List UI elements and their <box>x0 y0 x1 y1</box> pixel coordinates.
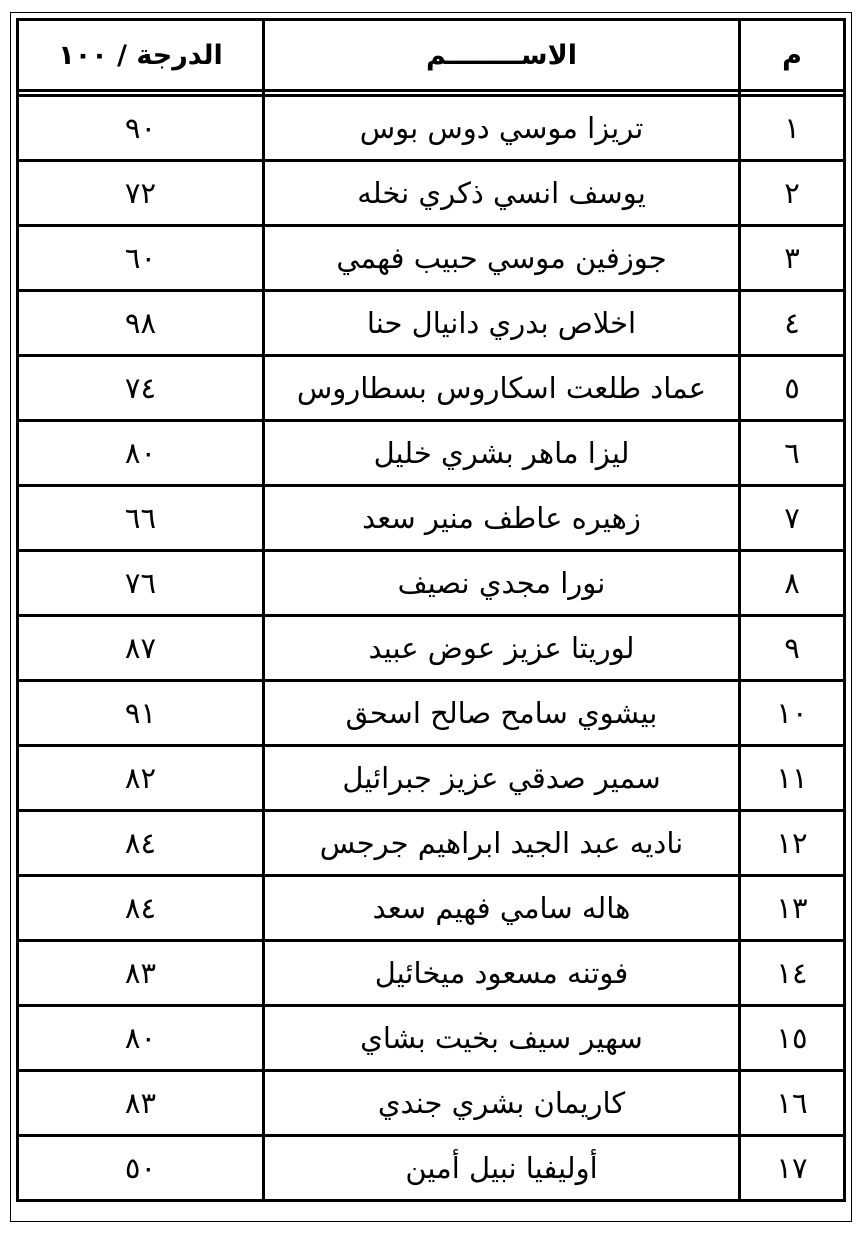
grades-table <box>16 18 846 1202</box>
table-row <box>16 162 846 227</box>
table-row <box>16 617 846 682</box>
student-grade: ٨٠ <box>16 422 262 487</box>
table-body <box>16 97 846 1202</box>
table-row <box>16 357 846 422</box>
student-name: أوليفيا نبيل أمين <box>262 1137 738 1202</box>
row-number: ١٧ <box>738 1137 846 1202</box>
student-name: اخلاص بدري دانيال حنا <box>262 292 738 357</box>
table-row <box>16 877 846 942</box>
student-name: ناديه عبد الجيد ابراهيم جرجس <box>262 812 738 877</box>
table-row <box>16 747 846 812</box>
row-number: ٩ <box>738 617 846 682</box>
header-row <box>16 18 846 92</box>
row-number: ١٣ <box>738 877 846 942</box>
row-number: ١٢ <box>738 812 846 877</box>
student-grade: ٩١ <box>16 682 262 747</box>
student-grade: ٩٨ <box>16 292 262 357</box>
row-number: ٢ <box>738 162 846 227</box>
table-row <box>16 552 846 617</box>
student-grade: ٨٢ <box>16 747 262 812</box>
student-grade: ٦٠ <box>16 227 262 292</box>
row-number: ٨ <box>738 552 846 617</box>
row-number: ٤ <box>738 292 846 357</box>
student-name: هاله سامي فهيم سعد <box>262 877 738 942</box>
table-row <box>16 487 846 552</box>
table-row <box>16 227 846 292</box>
student-name: نورا مجدي نصيف <box>262 552 738 617</box>
header-number: م <box>738 18 846 92</box>
row-number: ١ <box>738 97 846 162</box>
table-row <box>16 1137 846 1202</box>
row-number: ٦ <box>738 422 846 487</box>
header-name: الاســــــــم <box>262 18 738 92</box>
student-grade: ٦٦ <box>16 487 262 552</box>
student-grade: ٨٤ <box>16 877 262 942</box>
student-name: سهير سيف بخيت بشاي <box>262 1007 738 1072</box>
student-grade: ٨٤ <box>16 812 262 877</box>
row-number: ٥ <box>738 357 846 422</box>
student-name: سمير صدقي عزيز جبرائيل <box>262 747 738 812</box>
table-row <box>16 1007 846 1072</box>
table-row <box>16 682 846 747</box>
student-grade: ٨٣ <box>16 942 262 1007</box>
row-number: ١٦ <box>738 1072 846 1137</box>
student-grade: ٨٣ <box>16 1072 262 1137</box>
table-row <box>16 1072 846 1137</box>
student-name: ليزا ماهر بشري خليل <box>262 422 738 487</box>
student-name: تريزا موسي دوس بوس <box>262 97 738 162</box>
student-name: فوتنه مسعود ميخائيل <box>262 942 738 1007</box>
student-grade: ٧٢ <box>16 162 262 227</box>
student-name: عماد طلعت اسكاروس بسطاروس <box>262 357 738 422</box>
table-row <box>16 97 846 162</box>
table-row <box>16 422 846 487</box>
row-number: ١٥ <box>738 1007 846 1072</box>
student-name: جوزفين موسي حبيب فهمي <box>262 227 738 292</box>
row-number: ١٠ <box>738 682 846 747</box>
student-grade: ٨٧ <box>16 617 262 682</box>
row-number: ١١ <box>738 747 846 812</box>
student-name: بيشوي سامح صالح اسحق <box>262 682 738 747</box>
table-row <box>16 942 846 1007</box>
table-row <box>16 292 846 357</box>
student-name: يوسف انسي ذكري نخله <box>262 162 738 227</box>
student-grade: ٥٠ <box>16 1137 262 1202</box>
table-header <box>16 18 846 97</box>
student-name: كاريمان بشري جندي <box>262 1072 738 1137</box>
student-name: زهيره عاطف منير سعد <box>262 487 738 552</box>
student-grade: ٧٦ <box>16 552 262 617</box>
table-row <box>16 812 846 877</box>
row-number: ٣ <box>738 227 846 292</box>
student-grade: ٨٠ <box>16 1007 262 1072</box>
student-name: لوريتا عزيز عوض عبيد <box>262 617 738 682</box>
header-grade: الدرجة / ١٠٠ <box>16 18 262 92</box>
row-number: ٧ <box>738 487 846 552</box>
student-grade: ٧٤ <box>16 357 262 422</box>
student-grade: ٩٠ <box>16 97 262 162</box>
row-number: ١٤ <box>738 942 846 1007</box>
